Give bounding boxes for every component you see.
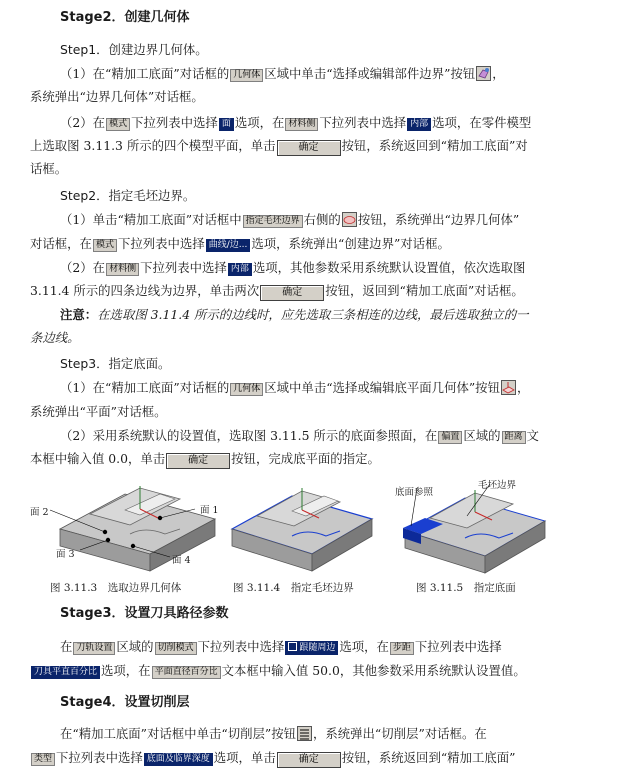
note-line2: 条边线。 [30, 330, 80, 345]
material-side-chip: 材料侧 [285, 118, 318, 131]
ok-button: 确定 [277, 140, 341, 156]
inside-chip: 内部 [407, 118, 431, 131]
stage4-heading: Stage4．设置切削层 [60, 695, 190, 710]
step1-para2-line1: （2）在 模式 下拉列表中选择 面 选项，在 材料侧 下拉列表中选择 内部 选项，在零件模型 [60, 115, 532, 130]
edit-part-boundary-icon [476, 66, 491, 81]
figure-3-11-4-model [222, 474, 382, 574]
caption-figure-3-11-5: 图 3.11.5 指定底面 [416, 582, 516, 594]
geometry-chip-2: 几何体 [230, 383, 263, 396]
step2-para1-line1: （1）单击“精加工底面”对话框中 指定毛坯边界 右侧的 按钮，系统弹出“边界几何体” [60, 212, 520, 227]
stage2-heading: Stage2．创建几何体 [60, 10, 190, 25]
tool-flat-percent-chip: 刀具平直百分比 [31, 666, 100, 679]
follow-periphery-chip: 跟随周边 [285, 641, 338, 655]
toolpath-settings-chip: 刀轨设置 [73, 642, 115, 655]
geometry-chip: 几何体 [230, 69, 263, 82]
step1-para2-line3: 话框。 [30, 161, 68, 176]
step3-para1-line2: 系统弹出“平面”对话框。 [30, 404, 167, 419]
floor-critical-depth-chip: 底面及临界深度 [144, 753, 213, 766]
caption-figure-3-11-4: 图 3.11.4 指定毛坯边界 [233, 582, 354, 594]
ok-button-2: 确定 [260, 285, 324, 301]
stepover-chip: 步距 [390, 642, 414, 655]
distance-chip: 距离 [502, 431, 526, 444]
step2-para2-line2: 3.11.4 所示的四条边线为边界，单击两次 确定 按钮，返回到“精加工底面”对话框。 [30, 283, 524, 301]
stage4-para-line2: 类型 下拉列表中选择 底面及临界深度 选项，单击 确定 按钮，系统返回到“精加工底面” [30, 750, 515, 768]
label-face-1: 面 1 [200, 505, 219, 516]
step1-para1-line2: 系统弹出“边界几何体”对话框。 [30, 89, 204, 104]
step2-heading: Step2．指定毛坯边界。 [60, 188, 196, 203]
mode-chip: 模式 [106, 118, 130, 131]
mode-chip-2: 模式 [93, 239, 117, 252]
specify-blank-boundary-chip: 指定毛坯边界 [243, 215, 303, 228]
label-blank-boundary: 毛坯边界 [478, 480, 517, 491]
follow-periphery-icon [288, 642, 297, 651]
offset-chip: 偏置 [438, 431, 462, 444]
step2-para1-line2: 对话框，在 模式 下拉列表中选择 曲线/边... 选项，系统弹出“创建边界”对话框。 [30, 236, 450, 251]
step1-para1-line1: （1）在“精加工底面”对话框的 几何体 区域中单击“选择或编辑部件边界”按钮 ， [60, 66, 505, 81]
cut-pattern-chip: 切削模式 [155, 642, 197, 655]
flat-diameter-percent-chip: 平面直径百分比 [152, 666, 221, 679]
material-side-chip-2: 材料侧 [106, 263, 139, 276]
inside-chip-2: 内部 [228, 263, 252, 276]
blank-boundary-icon [342, 212, 357, 227]
step2-para2-line1: （2）在 材料侧 下拉列表中选择 内部 选项，其他参数采用系统默认设置值，依次选取图 [60, 260, 526, 275]
curve-edge-chip: 曲线/边... [206, 239, 251, 252]
stage3-heading: Stage3．设置刀具路径参数 [60, 606, 229, 621]
stage3-para-line2: 刀具平直百分比 选项，在 平面直径百分比 文本框中输入值 50.0，其他参数采用系统默认设置值。 [30, 663, 526, 679]
caption-figure-3-11-3: 图 3.11.3 选取边界几何体 [50, 582, 182, 594]
type-chip: 类型 [31, 753, 55, 766]
step1-heading: Step1．创建边界几何体。 [60, 42, 208, 57]
label-face-3: 面 3 [56, 549, 75, 560]
cut-levels-icon [297, 726, 312, 741]
step3-para2-line2: 本框中输入值 0.0，单击 确定 按钮，完成底平面的指定。 [30, 451, 380, 469]
step3-heading: Step3．指定底面。 [60, 356, 171, 371]
ok-button-4: 确定 [277, 752, 341, 768]
face-chip: 面 [219, 118, 234, 131]
edit-floor-plane-icon [501, 380, 516, 395]
ok-button-3: 确定 [166, 453, 230, 469]
step3-para1-line1: （1）在“精加工底面”对话框的 几何体 区域中单击“选择或编辑底平面几何体”按钮 ， [60, 380, 530, 395]
label-face-2: 面 2 [30, 507, 49, 518]
stage4-para-line1: 在“精加工底面”对话框中单击“切削层”按钮 ，系统弹出“切削层”对话框。在 [60, 726, 487, 741]
step1-para2-line2: 上选取图 3.11.3 所示的四个模型平面，单击 确定 按钮，系统返回到“精加工底面”对 [30, 138, 528, 156]
label-face-4: 面 4 [172, 555, 191, 566]
stage3-para-line1: 在 刀轨设置 区域的 切削模式 下拉列表中选择 跟随周边 选项，在 步距 下拉列表中选择 [60, 639, 502, 654]
label-floor-reference: 底面参照 [395, 487, 434, 498]
step3-para2-line1: （2）采用系统默认的设置值，选取图 3.11.5 所示的底面参照面，在 偏置 区域的 距离 文 [60, 428, 539, 443]
note-line1: 注意：在选取图 3.11.4 所示的边线时，应先选取三条相连的边线，最后选取独立的一 [60, 307, 529, 322]
